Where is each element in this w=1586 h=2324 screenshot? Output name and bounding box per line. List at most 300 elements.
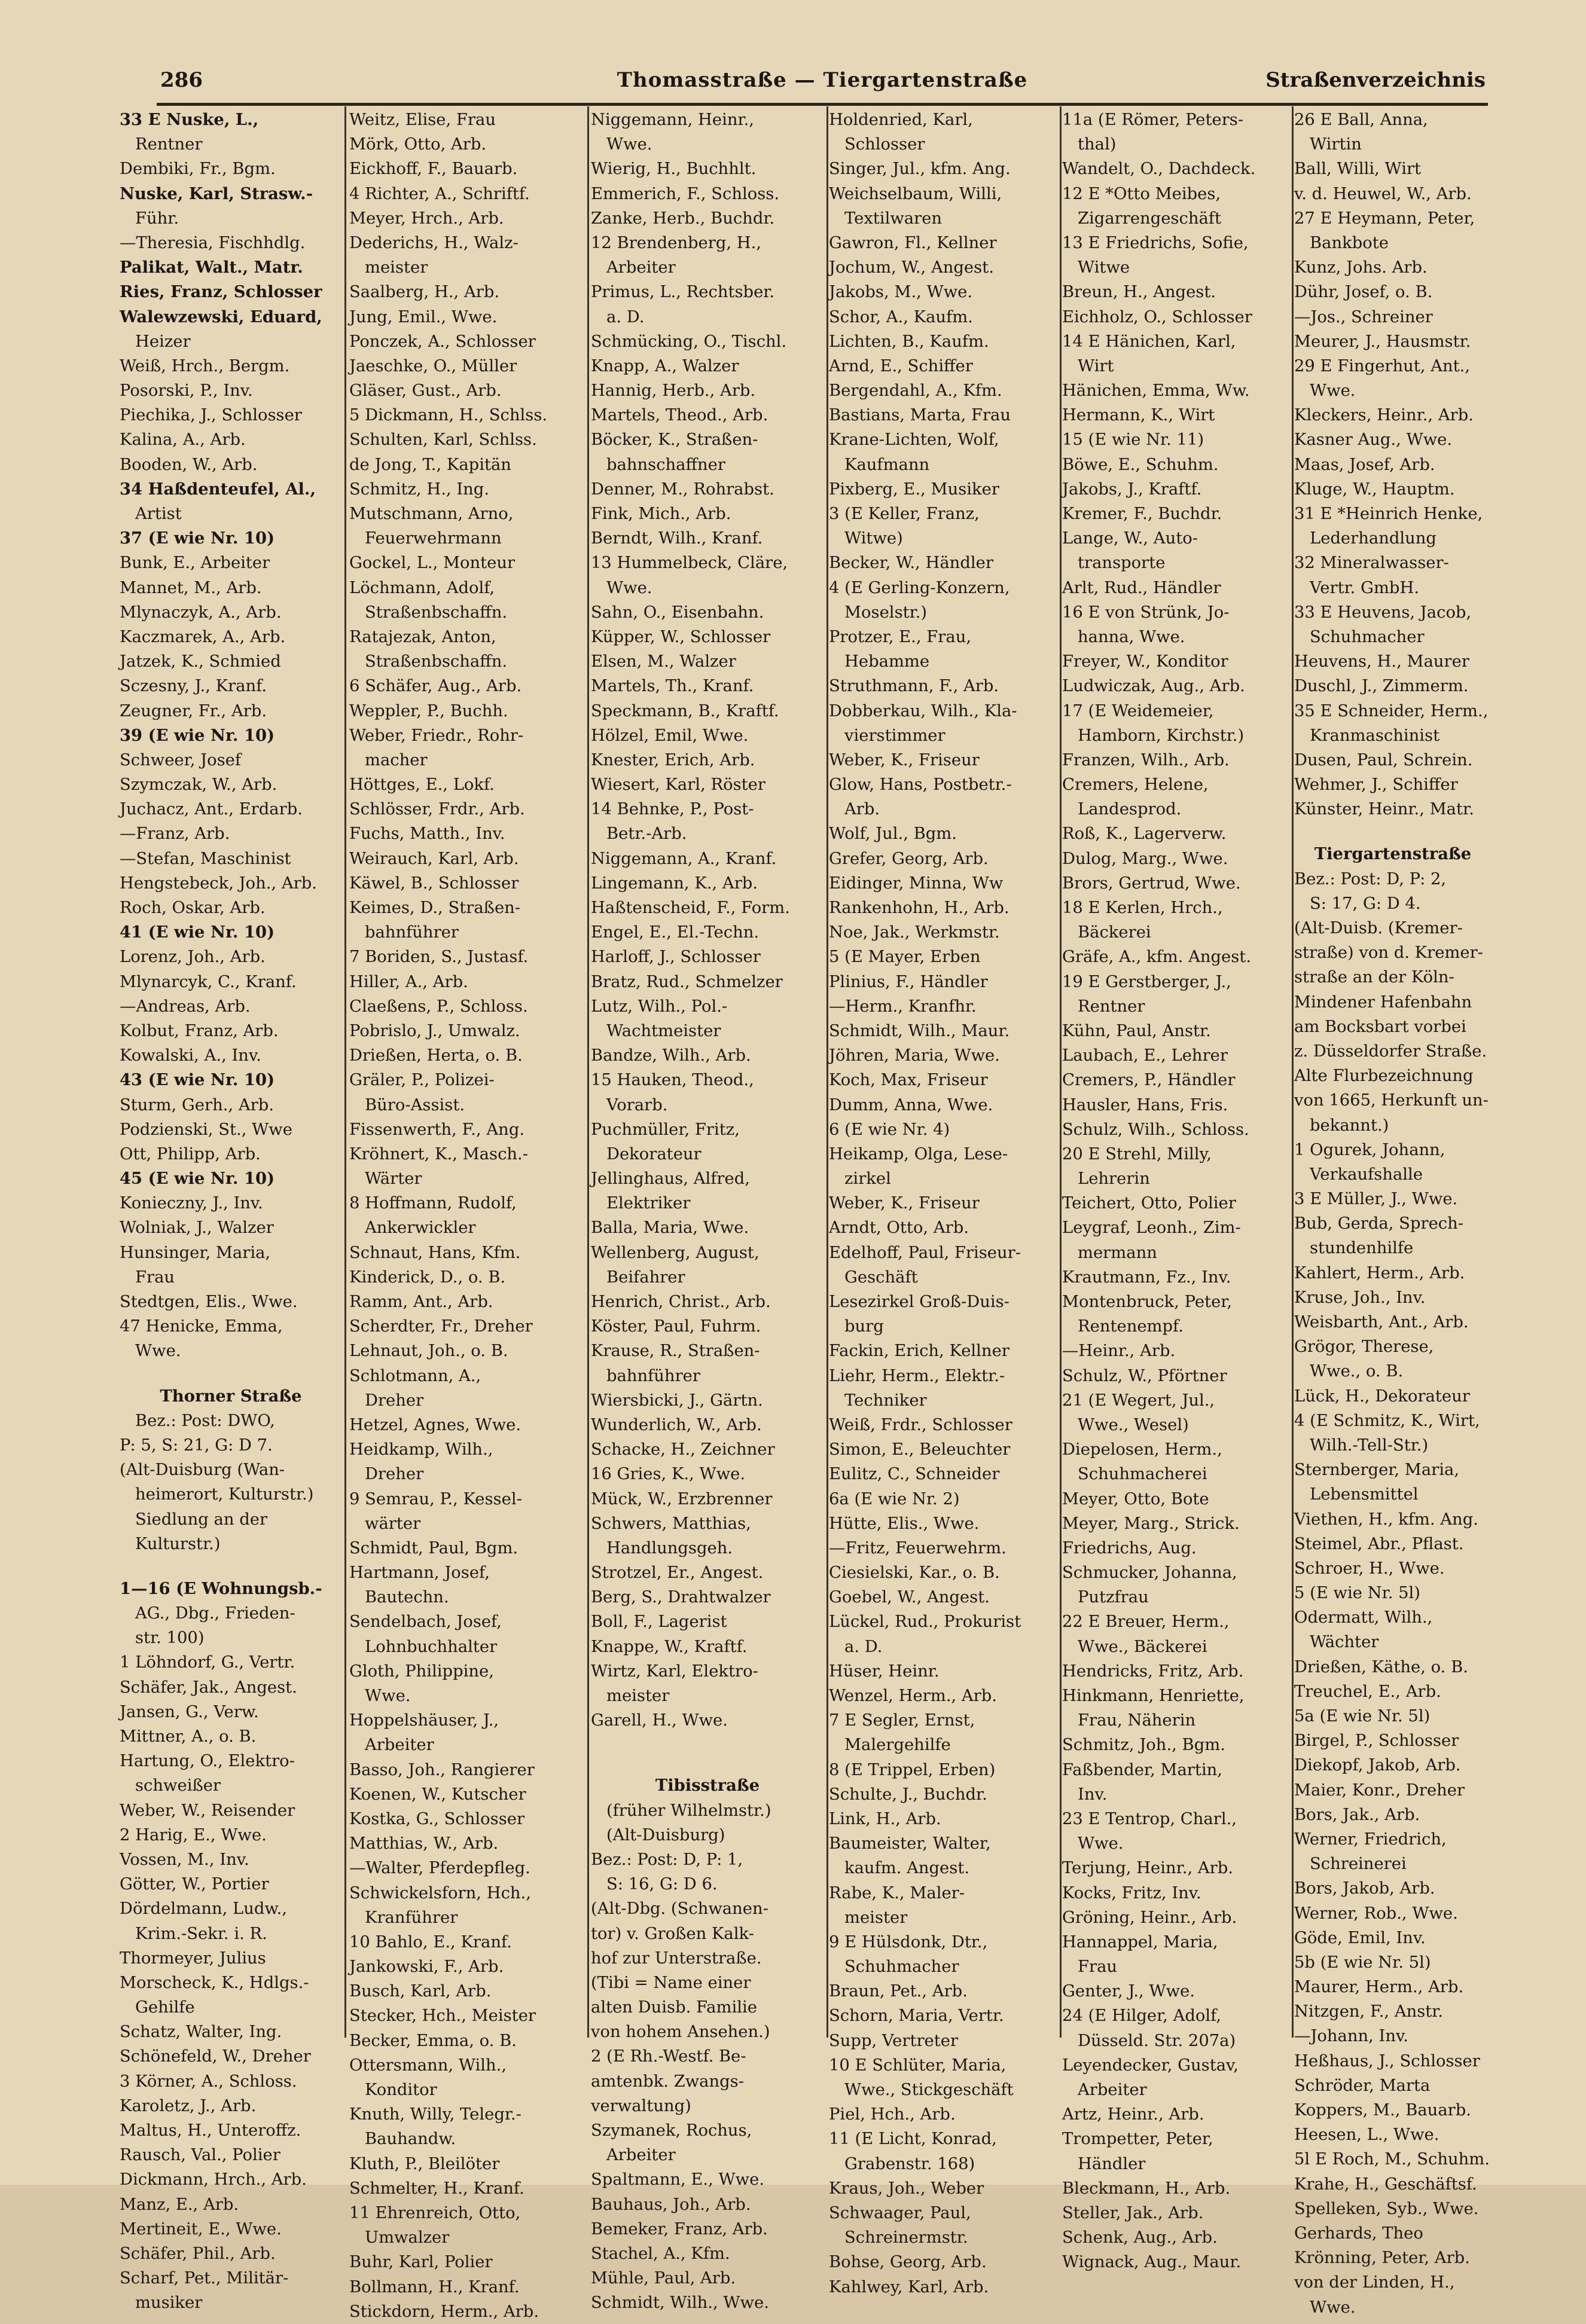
directory-entry: Grögor, Therese, (1294, 1337, 1434, 1357)
directory-entry: Singer, Jul., kfm. Ang. (829, 160, 1011, 179)
directory-entry: Dusen, Paul, Schrein. (1294, 750, 1473, 769)
directory-entry: 14 E Hänichen, Karl, (1062, 332, 1236, 351)
directory-entry: 35 E Schneider, Herm., (1294, 701, 1489, 720)
directory-entry: Martels, Theod., Arb. (591, 406, 768, 425)
directory-entry: Wierig, H., Buchhlt. (591, 160, 757, 179)
directory-entry: Löchmann, Adolf, (349, 578, 495, 597)
directory-entry: Hendricks, Fritz, Arb. (1062, 1662, 1244, 1681)
directory-entry: 32 Mineralwasser- (1294, 554, 1449, 573)
directory-entry: 27 E Heymann, Peter, (1294, 209, 1475, 228)
directory-entry: 47 Henicke, Emma, (120, 1317, 283, 1336)
directory-entry: Schlotmann, A., (349, 1366, 481, 1385)
directory-entry: Brors, Gertrud, Wwe. (1062, 874, 1241, 893)
directory-entry: Weber, W., Reisender (120, 1801, 295, 1820)
directory-entry: Dobberkau, Wilh., Kla- (829, 701, 1017, 720)
directory-entry: 11 (E Licht, Konrad, (829, 2130, 997, 2149)
directory-entry: Claeßens, P., Schloss. (349, 997, 528, 1016)
directory-entry: Gräler, P., Polizei- (349, 1071, 495, 1090)
directory-entry: Genter, J., Wwe. (1062, 1982, 1195, 2001)
directory-entry: Booden, W., Arb. (120, 455, 258, 474)
directory-entry: Führ. (135, 209, 179, 228)
directory-entry: 7 Boriden, S., Justasf. (349, 948, 529, 967)
directory-entry: v. d. Heuwel, W., Arb. (1294, 184, 1472, 203)
directory-entry: Sendelbach, Josef, (349, 1613, 502, 1632)
column-6 (1294, 108, 1492, 2317)
directory-entry: Bankbote (1310, 233, 1389, 252)
directory-entry: Meyer, Otto, Bote (1062, 1489, 1209, 1508)
directory-entry: Straßenbschaffn. (365, 652, 508, 671)
directory-entry: Arnd, E., Schiffer (829, 356, 973, 375)
directory-entry: Leygraf, Leonh., Zim- (1062, 1219, 1241, 1238)
directory-entry: Betr.-Arb. (606, 824, 687, 844)
directory-entry: Bastians, Marta, Frau (829, 406, 1011, 425)
directory-entry: Schuhmacher (1310, 627, 1425, 646)
directory-entry: —Herm., Kranfhr. (829, 997, 977, 1016)
directory-entry: Noe, Jak., Werkmstr. (829, 923, 1000, 942)
directory-entry: Schröder, Marta (1294, 2076, 1431, 2095)
directory-entry: 13 Hummelbeck, Cläre, (591, 554, 788, 573)
directory-entry: 5a (E wie Nr. 5l) (1294, 1707, 1431, 1726)
directory-entry: Wwe., o. B. (1310, 1362, 1404, 1381)
running-title: Thomasstraße — Tiergartenstraße (617, 68, 1028, 92)
directory-entry: Lange, W., Auto- (1062, 529, 1198, 548)
directory-entry: Krönning, Peter, Arb. (1294, 2249, 1470, 2268)
directory-entry: Bauhandw. (365, 2130, 456, 2149)
directory-entry: Kahlert, Herm., Arb. (1294, 1263, 1465, 1282)
directory-entry: 1 Löhndorf, G., Vertr. (120, 1653, 295, 1672)
directory-entry: straße) von d. Kremer- (1294, 943, 1483, 963)
directory-entry: Textilwaren (844, 209, 943, 228)
directory-entry: Dühr, Josef, o. B. (1294, 283, 1433, 302)
directory-entry: Zanke, Herb., Buchdr. (591, 209, 775, 228)
directory-entry: Wächter (1310, 1633, 1379, 1652)
directory-entry: Wandelt, O., Dachdeck. (1062, 160, 1256, 179)
directory-entry: Diepelosen, Herm., (1062, 1440, 1222, 1459)
directory-entry: Odermatt, Wilh., (1294, 1608, 1433, 1627)
directory-entry: Freyer, W., Konditor (1062, 652, 1228, 671)
directory-entry: bahnschaffner (606, 455, 725, 474)
directory-entry: Lingemann, K., Arb. (591, 874, 758, 893)
directory-entry: Stedtgen, Elis., Wwe. (120, 1293, 298, 1311)
directory-entry: Arbeiter (606, 2146, 676, 2165)
directory-entry: Weiß, Hrch., Bergm. (120, 356, 290, 375)
directory-entry: Dickmann, Hrch., Arb. (120, 2170, 307, 2189)
directory-entry: Thormeyer, Julius (120, 1949, 266, 1968)
directory-entry: Glow, Hans, Postbetr.- (829, 775, 1012, 795)
directory-entry: 31 E *Heinrich Henke, (1294, 505, 1483, 523)
directory-entry: von der Linden, H., (1294, 2273, 1455, 2292)
directory-entry: Ramm, Ant., Arb. (349, 1293, 493, 1311)
directory-entry: Gläser, Gust., Arb. (349, 381, 502, 401)
directory-entry: Sternberger, Maria, (1294, 1461, 1460, 1480)
column-4 (829, 108, 1057, 2296)
directory-entry: Weber, K., Friseur (829, 1194, 980, 1213)
directory-entry: meister (606, 1687, 670, 1705)
directory-entry: Spelleken, Syb., Wwe. (1294, 2199, 1479, 2218)
spacer (120, 1364, 342, 1384)
directory-entry: Kluth, P., Bleilöter (349, 2154, 500, 2173)
directory-entry: Gawron, Fl., Kellner (829, 233, 997, 252)
directory-entry: wärter (365, 1514, 421, 1533)
directory-entry: Schenk, Aug., Arb. (1062, 2228, 1218, 2247)
spacer (591, 1753, 824, 1773)
directory-entry: Hausler, Hans, Fris. (1062, 1095, 1228, 1114)
directory-entry: Bäckerei (1078, 923, 1151, 942)
directory-entry: z. Düsseldorfer Straße. (1294, 1042, 1487, 1061)
directory-entry: a. D. (606, 307, 645, 326)
directory-entry: Mörk, Otto, Arb. (349, 135, 487, 154)
directory-entry: Maier, Konr., Dreher (1294, 1781, 1465, 1800)
directory-entry: Hannig, Herb., Arb. (591, 381, 756, 401)
directory-entry: Böwe, E., Schuhm. (1062, 455, 1219, 474)
directory-entry: —Johann, Inv. (1294, 2027, 1408, 2046)
directory-entry: Zigarrengeschäft (1078, 209, 1221, 228)
directory-entry: 19 E Gerstberger, J., (1062, 972, 1231, 991)
directory-entry: Frau (1078, 1957, 1118, 1977)
directory-entry: Jakobs, M., Wwe. (829, 283, 973, 302)
directory-entry: Ponczek, A., Schlosser (349, 332, 536, 351)
directory-entry: Drießen, Herta, o. B. (349, 1046, 523, 1065)
directory-entry: Jochum, W., Angest. (829, 258, 994, 277)
directory-entry: Artz, Heinr., Arb. (1062, 2105, 1204, 2124)
directory-entry: hanna, Wwe. (1078, 627, 1185, 646)
directory-entry: Vorarb. (606, 1095, 668, 1114)
directory-entry: 39 (E wie Nr. 10) (120, 725, 275, 745)
directory-entry: 45 (E wie Nr. 10) (120, 1169, 275, 1189)
directory-entry: Hartmann, Josef, (349, 1563, 490, 1583)
directory-entry: Weppler, P., Buchh. (349, 701, 508, 720)
directory-entry: Wellenberg, August, (591, 1243, 760, 1262)
directory-entry: Primus, L., Rechtsber. (591, 283, 775, 302)
directory-entry: P: 5, S: 21, G: D 7. (120, 1436, 273, 1455)
directory-entry: Karoletz, J., Arb. (120, 2096, 257, 2115)
column-5 (1062, 108, 1289, 2272)
directory-entry: Ratajezak, Anton, (349, 627, 496, 646)
directory-entry: Jansen, G., Verw. (120, 1702, 259, 1721)
directory-entry: burg (844, 1317, 884, 1336)
directory-entry: Heßhaus, J., Schlosser (1294, 2051, 1480, 2070)
directory-entry: Kraus, Joh., Weber (829, 2179, 984, 2198)
directory-entry: Lohnbuchhalter (365, 1637, 498, 1656)
directory-entry: 12 Brendenberg, H., (591, 233, 762, 252)
directory-entry: Gerhards, Theo (1294, 2224, 1423, 2243)
directory-entry: 1 Ogurek, Johann, (1294, 1140, 1445, 1159)
directory-entry: Ottersmann, Wilh., (349, 2056, 507, 2075)
street-heading: Tibisstraße (655, 1776, 760, 1795)
directory-entry: Piel, Hch., Arb. (829, 2105, 956, 2124)
directory-entry: Berndt, Wilh., Kranf. (591, 529, 763, 548)
directory-entry: schweißer (135, 1776, 221, 1795)
directory-entry: Eickhoff, F., Bauarb. (349, 160, 518, 179)
directory-entry: 5l E Roch, M., Schuhm. (1294, 2150, 1490, 2169)
directory-entry: Maas, Josef, Arb. (1294, 455, 1435, 474)
directory-entry: 6 (E wie Nr. 4) (829, 1120, 950, 1139)
directory-entry: Bleckmann, H., Arb. (1062, 2179, 1231, 2198)
directory-entry: (Alt-Dbg. (Schwanen- (591, 1899, 768, 1919)
directory-entry: Mannet, M., Arb. (120, 578, 262, 597)
directory-entry: Schulz, Wilh., Schloss. (1062, 1120, 1249, 1139)
directory-entry: Landesprod. (1078, 800, 1182, 819)
spacer (120, 1556, 342, 1577)
directory-entry: Kostka, G., Schlosser (349, 1809, 525, 1828)
directory-entry: (Alt-Duisb. (Kremer- (1294, 919, 1463, 937)
directory-entry: 21 (E Wegert, Jul., (1062, 1391, 1215, 1410)
directory-entry: Artist (135, 505, 182, 523)
directory-entry: von 1665, Herkunft un- (1294, 1091, 1489, 1110)
directory-entry: verwaltung) (591, 2096, 691, 2115)
directory-entry: Simon, E., Beleuchter (829, 1440, 1011, 1459)
directory-entry: 2 (E Rh.-Westf. Be- (591, 2047, 746, 2066)
directory-entry: Scharf, Pet., Militär- (120, 2269, 289, 2288)
directory-entry: Kühn, Paul, Anstr. (1062, 1021, 1211, 1040)
directory-entry: Kranführer (365, 1908, 458, 1927)
directory-entry: Göde, Emil, Inv. (1294, 1928, 1426, 1947)
directory-entry: Ott, Philipp, Arb. (120, 1144, 261, 1163)
directory-entry: 12 E *Otto Meibes, (1062, 184, 1221, 203)
directory-entry: Krim.-Sekr. i. R. (135, 1924, 267, 1943)
directory-entry: Supp, Vertreter (829, 2031, 959, 2050)
directory-entry: 4 (E Gerling-Konzern, (829, 578, 1010, 597)
directory-entry: Kalina, A., Arb. (120, 430, 246, 450)
directory-entry: Trompetter, Peter, (1062, 2130, 1213, 2149)
directory-entry: Arlt, Rud., Händler (1062, 578, 1221, 597)
directory-entry: Ries, Franz, Schlosser (120, 282, 322, 302)
directory-entry: Nuske, Karl, Strasw.- (120, 184, 313, 203)
directory-entry: Lesezirkel Groß-Duis- (829, 1293, 1009, 1311)
directory-entry: Mlynarcyk, C., Kranf. (120, 972, 297, 991)
directory-entry: Wachtmeister (606, 1021, 721, 1040)
directory-entry: Wwe., Wesel) (1078, 1415, 1189, 1434)
directory-entry: Lebensmittel (1310, 1485, 1419, 1504)
directory-entry: —Fritz, Feuerwehrm. (829, 1538, 1006, 1558)
directory-entry: Inv. (1078, 1785, 1108, 1804)
directory-entry: 6a (E wie Nr. 2) (829, 1489, 960, 1508)
directory-entry: 5 (E Mayer, Erben (829, 948, 981, 967)
directory-entry: Stickdorn, Herm., Arb. (349, 2302, 539, 2321)
directory-entry: Fuchs, Matth., Inv. (349, 824, 505, 844)
directory-entry: Becker, Emma, o. B. (349, 2031, 517, 2050)
directory-entry: Schmidt, Wilh., Wwe. (591, 2294, 769, 2313)
directory-entry: Schreinerei (1310, 1855, 1407, 1874)
directory-entry: Sturm, Gerh., Arb. (120, 1095, 274, 1114)
directory-entry: Knapp, A., Walzer (591, 356, 739, 375)
directory-entry: Bohse, Georg, Arb. (829, 2253, 987, 2272)
directory-entry: Böcker, K., Straßen- (591, 430, 758, 450)
directory-entry: meister (365, 258, 428, 277)
directory-entry: transporte (1078, 554, 1166, 573)
directory-entry: 4 Richter, A., Schriftf. (349, 184, 530, 203)
directory-entry: Hermann, K., Wirt (1062, 406, 1215, 425)
directory-entry: hof zur Unterstraße. (591, 1949, 762, 1968)
directory-entry: Dekorateur (606, 1144, 702, 1163)
directory-entry: Rentenempf. (1078, 1317, 1184, 1336)
directory-entry: Weirauch, Karl, Arb. (349, 849, 519, 868)
directory-entry: Montenbruck, Peter, (1062, 1293, 1233, 1311)
directory-entry: 9 E Hülsdonk, Dtr., (829, 1932, 988, 1952)
directory-entry: Schäfer, Phil., Arb. (120, 2244, 276, 2263)
directory-entry: Alte Flurbezeichnung (1294, 1067, 1474, 1086)
directory-entry: Wenzel, Herm., Arb. (829, 1687, 997, 1705)
directory-entry: Arbeiter (1078, 2081, 1147, 2099)
directory-entry: 2 Harig, E., Wwe. (120, 1825, 267, 1844)
directory-entry: alten Duisb. Familie (591, 1998, 757, 2017)
directory-entry: Rabe, K., Maler- (829, 1883, 965, 1902)
directory-entry: 13 E Friedrichs, Sofie, (1062, 233, 1249, 252)
directory-entry: Lorenz, Joh., Arb. (120, 948, 266, 967)
directory-entry: Berg, S., Drahtwalzer (591, 1588, 771, 1607)
directory-entry: Jellinghaus, Alfred, (591, 1169, 750, 1189)
directory-entry: Büro-Assist. (365, 1095, 465, 1114)
directory-entry: (Alt-Duisburg (Wan- (120, 1461, 285, 1480)
directory-entry: tor) v. Großen Kalk- (591, 1924, 754, 1943)
directory-entry: Wwe. (1078, 1834, 1124, 1853)
directory-entry: Werner, Rob., Wwe. (1294, 1904, 1458, 1923)
directory-entry: 4 (E Schmitz, K., Wirt, (1294, 1411, 1480, 1430)
directory-entry: Wwe. (135, 1342, 181, 1361)
directory-entry: 16 E von Strünk, Jo- (1062, 603, 1230, 622)
directory-entry: Ball, Willi, Wirt (1294, 160, 1422, 179)
directory-entry: Balla, Maria, Wwe. (591, 1219, 749, 1238)
directory-entry: Techniker (844, 1391, 927, 1410)
directory-entry: 15 Hauken, Theod., (591, 1071, 754, 1090)
directory-entry: Schnaut, Hans, Kfm. (349, 1243, 521, 1262)
directory-entry: Kranmaschinist (1310, 726, 1440, 745)
directory-entry: Walewzewski, Eduard, (120, 307, 322, 326)
directory-entry: —Franz, Arb. (120, 824, 230, 844)
directory-entry: 22 E Breuer, Herm., (1062, 1613, 1230, 1632)
directory-entry: Schmelter, H., Kranf. (349, 2179, 524, 2198)
directory-entry: bekannt.) (1310, 1116, 1389, 1135)
directory-entry: heimerort, Kulturstr.) (135, 1485, 314, 1504)
directory-entry: Jöhren, Maria, Wwe. (829, 1046, 1000, 1065)
directory-entry: bahnführer (606, 1366, 700, 1385)
directory-entry: Kasner Aug., Wwe. (1294, 430, 1453, 450)
directory-entry: Fissenwerth, F., Ang. (349, 1120, 525, 1139)
directory-entry: Roch, Oskar, Arb. (120, 899, 266, 917)
directory-entry: Werner, Friedrich, (1294, 1830, 1447, 1849)
directory-entry: Kowalski, A., Inv. (120, 1046, 261, 1065)
directory-entry: Händler (1078, 2154, 1146, 2173)
column-3 (591, 108, 824, 2313)
directory-entry: (Alt-Duisburg) (606, 1825, 725, 1844)
directory-entry: Schulz, W., Pförtner (1062, 1366, 1227, 1385)
directory-entry: Heikamp, Olga, Lese- (829, 1144, 1008, 1163)
directory-entry: Cremers, P., Händler (1062, 1071, 1236, 1090)
directory-entry: Koppers, M., Bauarb. (1294, 2101, 1471, 2120)
directory-entry: —Theresia, Fischhdlg. (120, 233, 306, 252)
directory-entry: zirkel (844, 1169, 891, 1189)
directory-entry: Mindener Hafenbahn (1294, 992, 1472, 1012)
directory-entry: —Jos., Schreiner (1294, 307, 1433, 326)
directory-entry: Duschl, J., Zimmerm. (1294, 677, 1469, 696)
directory-entry: Künster, Heinr., Matr. (1294, 800, 1474, 819)
directory-entry: Boll, F., Lagerist (591, 1613, 727, 1632)
directory-entry: Breun, H., Angest. (1062, 283, 1216, 302)
directory-entry: Rausch, Val., Polier (120, 2146, 280, 2165)
directory-entry: —Stefan, Maschinist (120, 849, 291, 868)
directory-entry: amtenbk. Zwangs- (591, 2072, 744, 2091)
directory-entry: Arbeiter (365, 1736, 434, 1755)
directory-entry: (früher Wilhelmstr.) (606, 1801, 771, 1820)
directory-entry: Lück, H., Dekorateur (1294, 1387, 1470, 1406)
directory-entry: Weisbarth, Ant., Arb. (1294, 1313, 1469, 1332)
directory-entry: Heizer (135, 332, 191, 351)
directory-entry: Bez.: Post: D, P: 1, (591, 1850, 743, 1869)
directory-entry: Heidkamp, Wilh., (349, 1440, 493, 1459)
directory-entry: Krautmann, Fz., Inv. (1062, 1268, 1231, 1287)
directory-entry: Hinkmann, Henriette, (1062, 1687, 1245, 1705)
directory-entry: Teichert, Otto, Polier (1062, 1194, 1236, 1213)
directory-entry: Wwe., Stickgeschäft (844, 2081, 1014, 2099)
street-heading: Thorner Straße (160, 1386, 302, 1406)
directory-entry: Meyer, Hrch., Arb. (349, 209, 504, 228)
directory-entry: Hartung, O., Elektro- (120, 1752, 295, 1771)
directory-entry: Witwe) (844, 529, 903, 548)
directory-entry: Wunderlich, W., Arb. (591, 1415, 762, 1434)
directory-entry: Lückel, Rud., Prokurist (829, 1613, 1021, 1632)
directory-entry: Wilh.-Tell-Str.) (1310, 1436, 1429, 1455)
directory-entry: Hunsinger, Maria, (120, 1243, 271, 1262)
directory-entry: 11 Ehrenreich, Otto, (349, 2203, 521, 2222)
directory-entry: Wiersbicki, J., Gärtn. (591, 1391, 763, 1410)
directory-entry: Weber, K., Friseur (829, 750, 980, 769)
directory-entry: 3 (E Keller, Franz, (829, 505, 980, 523)
directory-entry: Wignack, Aug., Maur. (1062, 2253, 1242, 2272)
directory-entry: Busch, Karl, Arb. (349, 1982, 492, 2001)
directory-entry: mermann (1078, 1243, 1157, 1262)
directory-entry: Protzer, E., Frau, (829, 627, 972, 646)
directory-entry: Bez.: Post: DWO, (135, 1411, 275, 1430)
directory-entry: Franzen, Wilh., Arb. (1062, 750, 1230, 769)
directory-entry: Ciesielski, Kar., o. B. (829, 1563, 1000, 1583)
directory-entry: musiker (135, 2294, 203, 2313)
directory-entry: Arb. (844, 800, 880, 819)
directory-entry: 8 Hoffmann, Rudolf, (349, 1194, 517, 1213)
directory-entry: 10 Bahlo, E., Kranf. (349, 1932, 512, 1952)
directory-entry: Grabenstr. 168) (844, 2154, 975, 2173)
directory-entry: Haßtenscheid, F., Form. (591, 899, 790, 917)
directory-entry: Holdenried, Karl, (829, 111, 973, 129)
directory-entry: 18 E Kerlen, Hrch., (1062, 899, 1223, 917)
directory-entry: Hütte, Elis., Wwe. (829, 1514, 980, 1533)
column-1 (120, 108, 342, 2313)
directory-entry: 43 (E wie Nr. 10) (120, 1070, 275, 1090)
directory-entry: Struthmann, F., Arb. (829, 677, 999, 696)
directory-entry: Rankenhohn, H., Arb. (829, 899, 1009, 917)
directory-entry: AG., Dbg., Frieden- (135, 1604, 295, 1623)
directory-entry: Weitz, Elise, Frau (349, 111, 496, 129)
directory-entry: Arndt, Otto, Arb. (829, 1219, 969, 1238)
directory-entry: Mühle, Paul, Arb. (591, 2269, 736, 2288)
directory-entry: —Andreas, Arb. (120, 997, 251, 1016)
directory-entry: 1—16 (E Wohnungsb.- (120, 1578, 322, 1598)
directory-entry: Becker, W., Händler (829, 554, 993, 573)
directory-entry: Konditor (365, 2081, 437, 2099)
directory-entry: 26 E Ball, Anna, (1294, 111, 1428, 129)
directory-entry: Posorski, P., Inv. (120, 381, 253, 401)
directory-entry: Schmidt, Wilh., Maur. (829, 1021, 1010, 1040)
directory-entry: Schmitz, Joh., Bgm. (1062, 1736, 1225, 1755)
directory-entry: Gloth, Philippine, (349, 1662, 494, 1681)
directory-entry: Schlösser, Frdr., Arb. (349, 800, 525, 819)
directory-entry: Baumeister, Walter, (829, 1834, 991, 1853)
directory-entry: Kluge, W., Hauptm. (1294, 480, 1455, 499)
directory-entry: Schacke, H., Zeichner (591, 1440, 775, 1459)
directory-entry: Weiß, Frdr., Schlosser (829, 1415, 1012, 1434)
directory-entry: Strotzel, Er., Angest. (591, 1563, 764, 1583)
directory-entry: Umwalzer (365, 2228, 450, 2247)
directory-entry: Krahe, H., Geschäftsf. (1294, 2175, 1477, 2194)
